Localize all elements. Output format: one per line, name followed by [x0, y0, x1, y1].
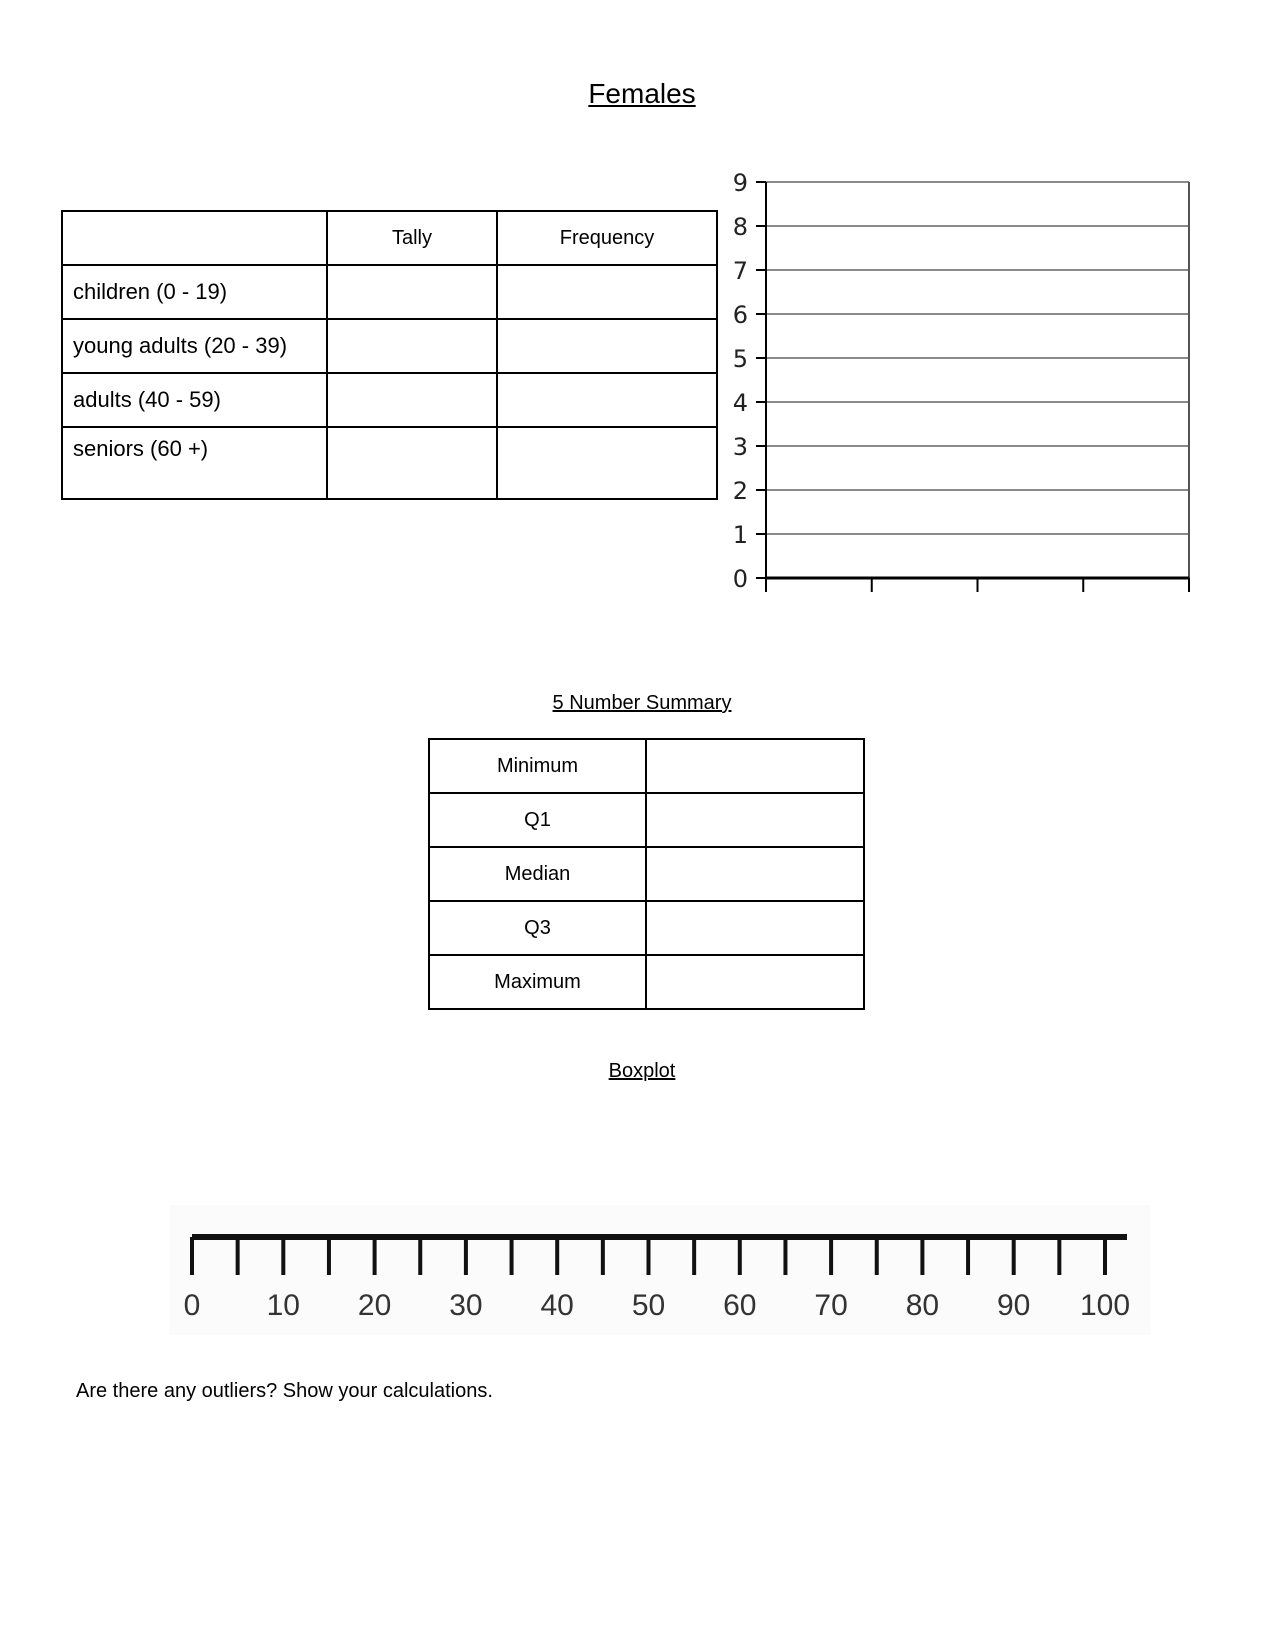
row-label: adults (40 - 59) — [62, 373, 327, 427]
number-line-label: 50 — [631, 1289, 666, 1322]
summary-label: Q3 — [429, 901, 646, 955]
summary-value-cell[interactable] — [646, 955, 864, 1009]
page-title: Females — [588, 78, 696, 109]
table-row — [62, 373, 717, 427]
number-line-label: 60 — [723, 1289, 757, 1322]
number-line-label: 90 — [997, 1289, 1031, 1322]
table-row — [62, 265, 717, 319]
tally-cell[interactable] — [327, 265, 497, 319]
tally-cell[interactable] — [327, 427, 497, 499]
tally-cell[interactable] — [327, 373, 497, 427]
y-tick-label: 0 — [732, 565, 748, 593]
y-tick-label: 7 — [732, 257, 748, 285]
number-line-label: 20 — [357, 1289, 392, 1322]
row-label: children (0 - 19) — [62, 265, 327, 319]
y-tick-label: 8 — [732, 213, 748, 241]
number-line-label: 80 — [905, 1289, 940, 1322]
row-label: young adults (20 - 39) — [62, 319, 327, 373]
header-tally: Tally — [327, 211, 497, 265]
summary-heading: 5 Number Summary — [552, 692, 732, 714]
number-line-label: 10 — [266, 1289, 300, 1322]
table-row — [429, 739, 864, 793]
summary-value-cell[interactable] — [646, 793, 864, 847]
summary-value-cell[interactable] — [646, 847, 864, 901]
table-row — [429, 955, 864, 1009]
outliers-question: Are there any outliers? Show your calculations. — [76, 1380, 493, 1402]
table-row — [429, 847, 864, 901]
table-row — [429, 901, 864, 955]
boxplot-heading: Boxplot — [608, 1060, 676, 1082]
number-line-label: 70 — [814, 1289, 848, 1322]
number-line-label: 40 — [540, 1289, 574, 1322]
table-row — [429, 793, 864, 847]
y-tick-label: 2 — [732, 477, 748, 505]
number-line-label: 0 — [183, 1289, 201, 1322]
summary-label: Minimum — [429, 739, 646, 793]
y-tick-label: 9 — [732, 169, 748, 197]
y-tick-label: 3 — [732, 433, 748, 461]
row-label: seniors (60 +) — [62, 427, 327, 499]
summary-value-cell[interactable] — [646, 901, 864, 955]
y-tick-label: 1 — [732, 521, 748, 549]
boxplot-number-line — [170, 1205, 1150, 1335]
table-header-row — [62, 211, 717, 265]
frequency-cell[interactable] — [497, 427, 717, 499]
bar-chart-grid — [715, 160, 1205, 610]
summary-table — [428, 738, 865, 1010]
number-line-label: 30 — [449, 1289, 483, 1322]
table-row — [62, 427, 717, 499]
summary-label: Median — [429, 847, 646, 901]
number-line-label: 100 — [1079, 1289, 1131, 1322]
tally-cell[interactable] — [327, 319, 497, 373]
header-blank — [62, 211, 327, 265]
frequency-table — [61, 210, 718, 500]
frequency-cell[interactable] — [497, 319, 717, 373]
frequency-cell[interactable] — [497, 265, 717, 319]
table-row — [62, 319, 717, 373]
header-frequency: Frequency — [497, 211, 717, 265]
y-tick-label: 5 — [732, 345, 748, 373]
summary-value-cell[interactable] — [646, 739, 864, 793]
summary-label: Maximum — [429, 955, 646, 1009]
y-tick-label: 4 — [732, 389, 748, 417]
y-tick-label: 6 — [732, 301, 748, 329]
frequency-cell[interactable] — [497, 373, 717, 427]
summary-label: Q1 — [429, 793, 646, 847]
